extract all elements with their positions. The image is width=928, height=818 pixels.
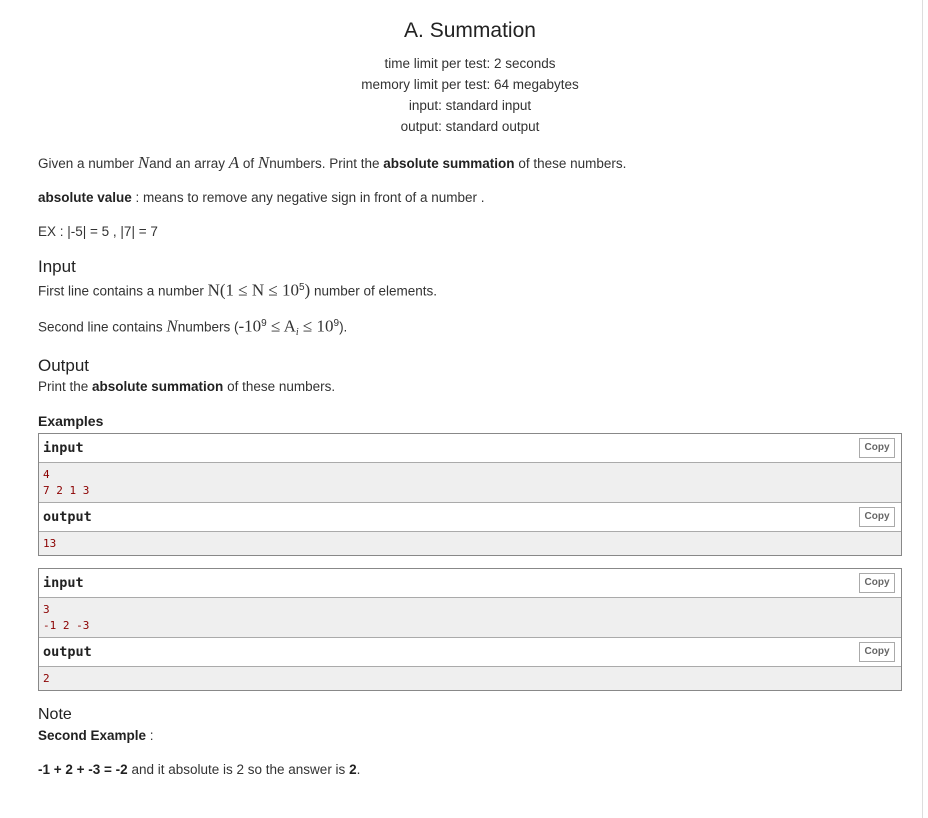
example-input: 3 -1 2 -3: [39, 598, 901, 638]
example-output: 13: [39, 532, 901, 555]
problem-header: [38, 19, 902, 137]
input-line-1: First line contains a number $N(1 \le N \le 10^5)$ number of elements.: [38, 280, 438, 300]
note-subtitle: Second Example :: [38, 727, 154, 743]
statement-paragraph: Given a number Nand an array A of Nnumbers. Print the absolute summation of these numbers.: [38, 153, 627, 172]
memory-limit: memory limit per test: 64 megabytes: [361, 77, 579, 92]
note-title: Note: [38, 705, 72, 723]
input-file: input: standard input: [408, 98, 532, 113]
problem-title: A. Summation: [404, 19, 536, 42]
input-line-2: Second line contains Nnumbers $(-10^9 \le A_i \le 10^9)$.: [38, 316, 348, 338]
output-file: output: standard output: [400, 119, 540, 134]
absolute-value-definition: absolute value : means to remove any negative sign in front of a number .: [38, 190, 485, 205]
example-box: [38, 433, 902, 556]
copy-input-button[interactable]: Copy: [859, 573, 895, 593]
output-description: Print the absolute summation of these numbers.: [38, 378, 336, 394]
examples-title: Examples: [38, 412, 104, 429]
input-section-title: Input: [38, 257, 76, 276]
sidebar-edge: [922, 0, 928, 818]
output-section-title: Output: [38, 355, 90, 375]
example-input-header: input Copy: [39, 434, 901, 463]
example-box: [38, 568, 902, 691]
copy-output-button[interactable]: Copy: [859, 642, 895, 662]
copy-input-button[interactable]: Copy: [859, 438, 895, 458]
example-definition: EX : |-5| = 5 , |7| = 7: [38, 224, 158, 239]
example-output: 2: [39, 667, 901, 690]
example-input: 4 7 2 1 3: [39, 463, 901, 503]
time-limit: time limit per test: 2 seconds: [384, 56, 556, 71]
example-input-header: input Copy: [39, 569, 901, 598]
problem-statement: [38, 0, 902, 780]
note-explanation: -1 + 2 + -3 = -2 and it absolute is 2 so the answer is 2.: [38, 761, 361, 777]
example-output-header: output Copy: [39, 503, 901, 532]
example-output-header: output Copy: [39, 638, 901, 667]
copy-output-button[interactable]: Copy: [859, 507, 895, 527]
